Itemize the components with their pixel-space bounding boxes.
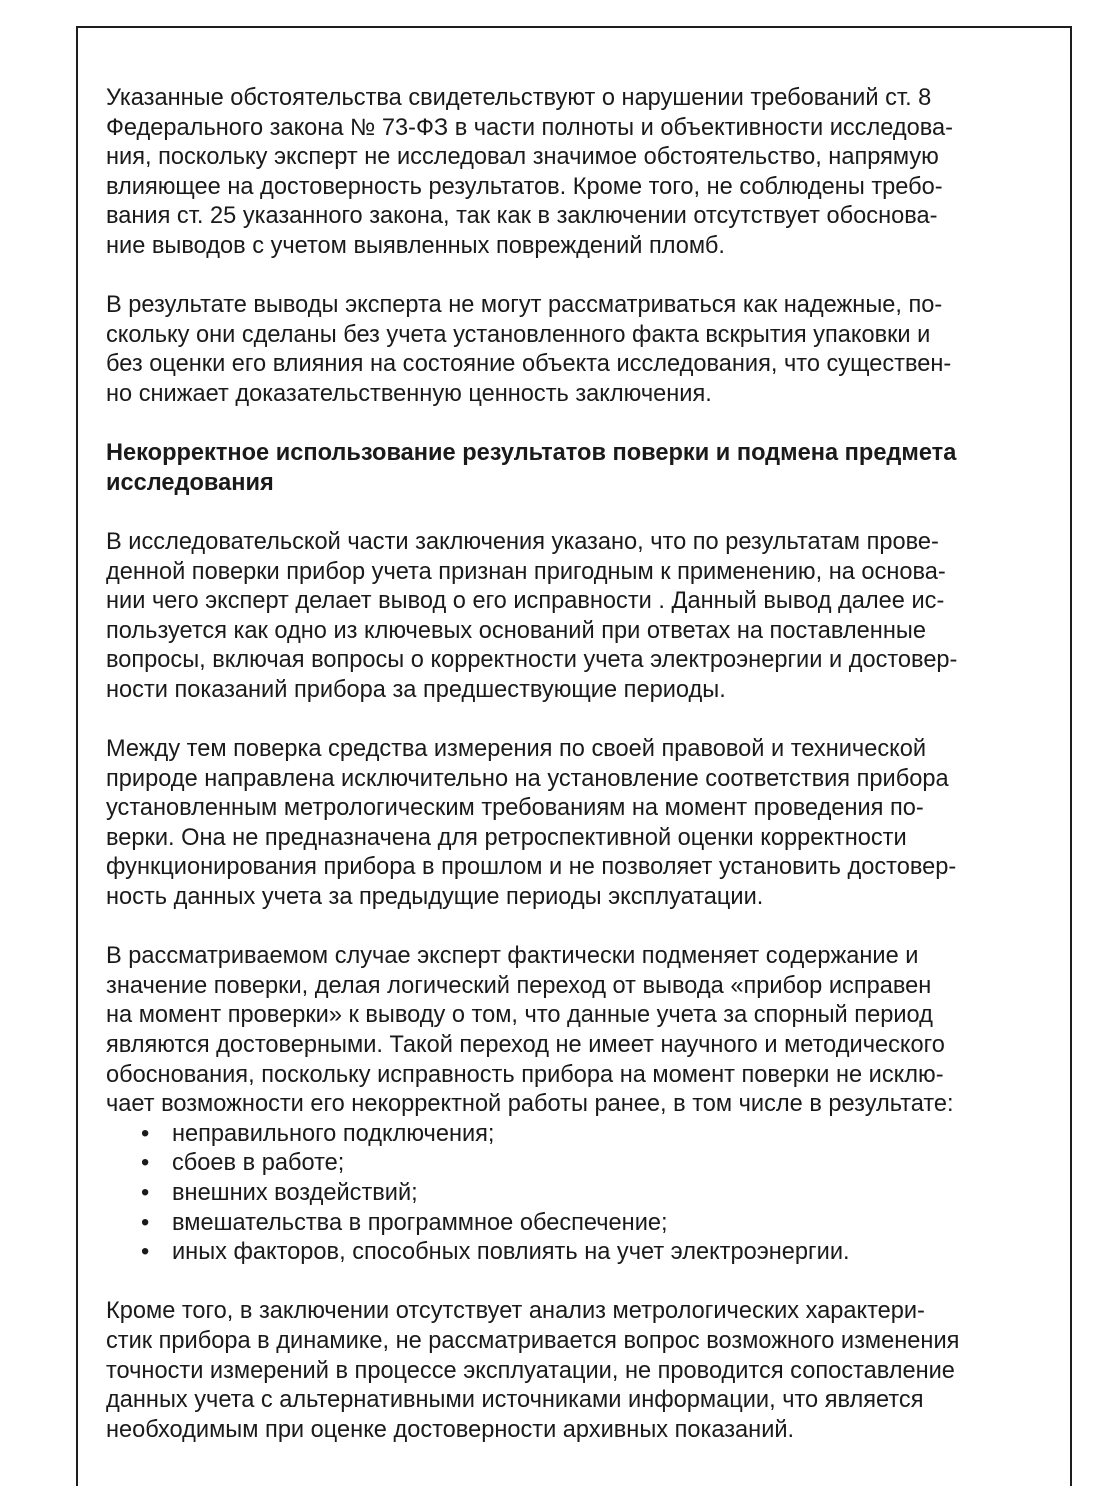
- text-line: Кроме того, в заключении отсутствует анализ метрологических характери-: [106, 1298, 925, 1325]
- text-line: без оценки его влияния на состояние объекта исследования, что существен-: [106, 351, 952, 378]
- text-line: чает возможности его некорректной работы ранее, в том числе в результате:: [106, 1091, 954, 1118]
- paragraph-conclusions: [106, 291, 1051, 409]
- bullet-marker: •: [141, 1209, 150, 1236]
- text-line: стик прибора в динамике, не рассматривается вопрос возможного изменения: [106, 1327, 960, 1354]
- document-page: [76, 26, 1072, 1486]
- list-item-text: неправильного подключения;: [172, 1120, 495, 1147]
- document-body: [106, 84, 1051, 1445]
- bullet-marker: •: [141, 1120, 150, 1147]
- text-line: В рассматриваемом случае эксперт фактически подменяет содержание и: [106, 943, 919, 970]
- text-line: значение поверки, делая логический переход от вывода «прибор исправен: [106, 972, 932, 999]
- text-line: влияющее на достоверность результатов. Кроме того, не соблюдены требо-: [106, 173, 943, 200]
- text-line: В результате выводы эксперта не могут рассматриваться как надежные, по-: [106, 292, 943, 319]
- list-item-text: вмешательства в программное обеспечение;: [172, 1209, 668, 1236]
- text-line: являются достоверными. Такой переход не имеет научного и методического: [106, 1032, 945, 1058]
- paragraph-violations: [106, 84, 1051, 262]
- text-line: но снижает доказательственную ценность заключения.: [106, 380, 712, 407]
- causes-list: [106, 1120, 1051, 1268]
- text-line: установленным метрологическим требованиям на момент проведения по-: [106, 795, 924, 822]
- paragraph-substitution: [106, 942, 1051, 1120]
- list-item-text: внешних воздействий;: [172, 1179, 418, 1206]
- paragraph-verification: [106, 528, 1051, 706]
- text-line: необходимым при оценке достоверности архивных показаний.: [106, 1416, 795, 1443]
- heading-line: исследования: [106, 469, 274, 496]
- list-item: [106, 1209, 1051, 1239]
- text-line: В исследовательской части заключения указано, что по результатам прове-: [106, 528, 939, 555]
- list-item: [106, 1238, 1051, 1268]
- text-line: нии чего эксперт делает вывод о его исправности . Данный вывод далее ис-: [106, 588, 945, 615]
- bullet-marker: •: [141, 1179, 150, 1206]
- text-line: верки. Она не предназначена для ретроспективной оценки корректности: [106, 824, 907, 851]
- list-item-text: сбоев в работе;: [172, 1150, 345, 1177]
- text-line: точности измерений в процессе эксплуатации, не проводится сопоставление: [106, 1357, 955, 1384]
- text-line: пользуется как одно из ключевых оснований при ответах на поставленные: [106, 617, 926, 644]
- paragraph-metrology-analysis: [106, 1297, 1051, 1445]
- text-line: обоснования, поскольку исправность прибора на момент поверки не исклю-: [106, 1061, 944, 1088]
- text-line: на момент проверки» к выводу о том, что данные учета за спорный период: [106, 1002, 933, 1029]
- section-heading: [106, 439, 1051, 498]
- text-line: ность данных учета за предыдущие периоды эксплуатации.: [106, 884, 764, 911]
- text-line: скольку они сделаны без учета установленного факта вскрытия упаковки и: [106, 321, 931, 348]
- text-line: ности показаний прибора за предшествующие периоды.: [106, 676, 726, 703]
- list-item: [106, 1120, 1051, 1150]
- text-line: денной поверки прибор учета признан пригодным к применению, на основа-: [106, 558, 946, 585]
- text-line: природе направлена исключительно на установление соответствия прибора: [106, 765, 949, 792]
- list-item: [106, 1179, 1051, 1209]
- text-line: Федерального закона № 73-ФЗ в части полноты и объективности исследова-: [106, 114, 953, 141]
- text-line: функционирования прибора в прошлом и не позволяет установить достовер-: [106, 854, 957, 881]
- text-line: ние выводов с учетом выявленных повреждений пломб.: [106, 232, 725, 259]
- list-item-text: иных факторов, способных повлиять на учет электроэнергии.: [172, 1239, 850, 1266]
- list-item: [106, 1149, 1051, 1179]
- paragraph-verification-nature: [106, 735, 1051, 913]
- text-line: данных учета с альтернативными источниками информации, что является: [106, 1387, 924, 1414]
- heading-line: Некорректное использование результатов поверки и подмена предмета: [106, 440, 957, 467]
- text-line: вания ст. 25 указанного закона, так как в заключении отсутствует обоснова-: [106, 203, 938, 230]
- text-line: ния, поскольку эксперт не исследовал значимое обстоятельство, напрямую: [106, 144, 939, 171]
- bullet-marker: •: [141, 1150, 150, 1177]
- text-line: вопросы, включая вопросы о корректности учета электроэнергии и достовер-: [106, 647, 958, 674]
- text-line: Указанные обстоятельства свидетельствуют о нарушении требований ст. 8: [106, 85, 932, 111]
- text-line: Между тем поверка средства измерения по своей правовой и технической: [106, 736, 927, 763]
- bullet-marker: •: [141, 1239, 150, 1266]
